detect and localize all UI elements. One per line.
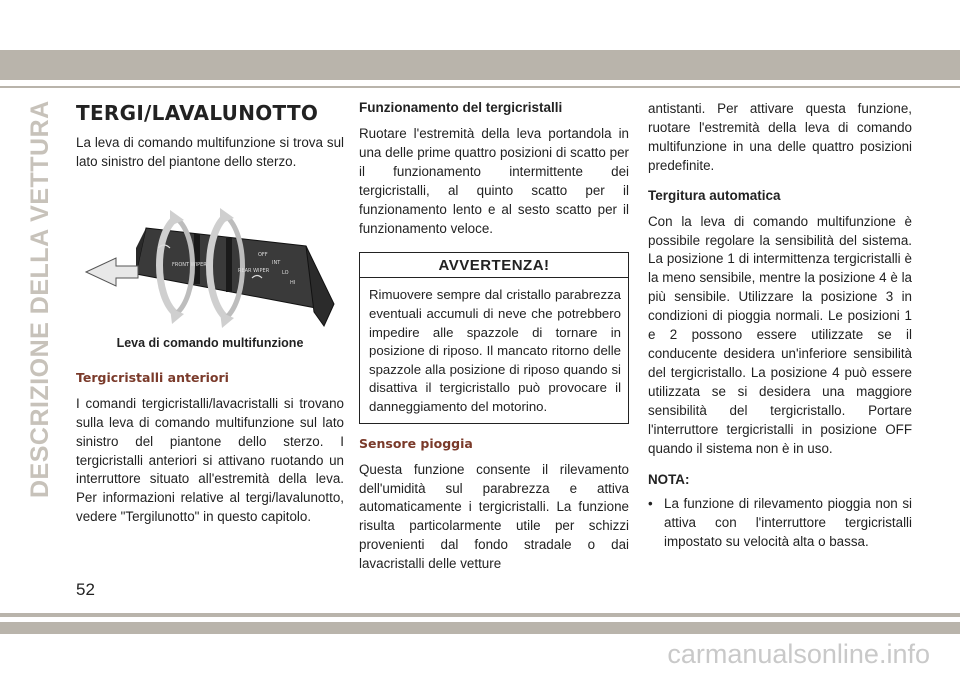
column-middle: [359, 100, 629, 572]
paragraph-sensore-pioggia: Questa funzione consente il rilevamento dell'umidità sul parabrezza e attiva automaticamente i tergicristalli. La funzione risulta particolarmente utile per schizzi provenienti dal fondo stradale o dai lavacristalli delle vetture: [359, 461, 629, 572]
warning-box: [359, 252, 629, 423]
intro-paragraph: La leva di comando multifunzione si trova sul lato sinistro del piantone dello sterzo.: [76, 135, 344, 169]
lever-label-hi: HI: [290, 279, 296, 286]
bullet-icon: •: [648, 496, 653, 512]
page-title: TERGI/LAVALUNOTTO: [76, 101, 319, 125]
paragraph-tergicristalli-anteriori: I comandi tergicristalli/lavacristalli si trovano sulla leva di comando multifunzione sul lato sinistro del piantone dello sterzo. I tergicristalli anteriori si attivano ruotando un interruttore situato all'estremità della leva. Per informazioni relative al tergi/lavalunotto, vedere "Tergilunotto" in questo capitolo.: [76, 395, 344, 525]
lever-illustration: [76, 186, 344, 336]
watermark-text: carmanualsonline.info: [667, 639, 930, 669]
top-decorative-band: [0, 50, 960, 80]
lever-label-front-wiper: FRONT WIPER: [172, 261, 207, 268]
top-divider-line: [0, 86, 960, 88]
multifunction-lever-figure: [76, 186, 344, 336]
section-side-label: DESCRIZIONE DELLA VETTURA: [26, 100, 54, 498]
note-label: NOTA:: [648, 472, 690, 488]
heading-tergitura-automatica: Tergitura automatica: [648, 187, 781, 203]
bottom-divider-line: [0, 613, 960, 617]
column-right: [648, 100, 912, 552]
lever-label-rear-wiper: REAR WIPER: [238, 267, 270, 274]
note-item-text: La funzione di rilevamento pioggia non si attiva con l'interruttore tergicristalli impostato su velocità alta o bassa.: [664, 496, 912, 550]
bottom-decorative-band: [0, 622, 960, 634]
heading-funzionamento: Funzionamento del tergicristalli: [359, 100, 563, 115]
paragraph-tergitura-automatica: Con la leva di comando multifunzione è possibile regolare la sensibilità del sistema. La posizione 1 di intermittenza tergicristalli è la meno sensibile, mentre la posizione 4 è la più sensibile. Utilizzare la posizione 3 in condizioni di pioggia normali. Le posizioni 1 e 2 possono essere utilizzate se il conducente desidera un'inferiore sensibilità del tergicristallo. La posizione 4 può essere utilizzata se si desidera una maggiore sensibilità del tergicristallo. Portare l'interruttore tergicristalli in posizione OFF quando il sistema non è in uso.: [648, 213, 912, 456]
lever-label-int: INT: [272, 259, 281, 266]
lever-label-lo: LO: [282, 269, 289, 276]
paragraph-sensore-continued: antistanti. Per attivare questa funzione, ruotare l'estremità della leva di comando multifunzione in una delle quattro posizioni predefinite.: [648, 101, 912, 173]
figure-caption: Leva di comando multifunzione: [116, 335, 304, 350]
heading-tergicristalli-anteriori: Tergicristalli anteriori: [76, 369, 229, 385]
page-number: 52: [76, 580, 95, 599]
warning-body: Rimuovere sempre dal cristallo parabrezza eventuali accumuli di neve che potrebbero impedire alle spazzole di tornare in posizione di riposo. Il mancato ritorno delle spazzole alla posizione di riposo quando si disattiva il tergicristallo può provocare il danneggiamento del motorino.: [369, 287, 621, 414]
paragraph-funzionamento: Ruotare l'estremità della leva portandola in una delle prime quattro posizioni di scatto per il funzionamento intermittente dei tergicristalli, al quinto scatto per il funzionamento lento e al sesto scatto per il funzionamento veloce.: [359, 126, 629, 236]
column-left: [76, 100, 344, 527]
warning-title: AVVERTENZA!: [360, 253, 628, 278]
lever-label-off: OFF: [258, 251, 268, 258]
note-list-item: [648, 495, 912, 552]
heading-sensore-pioggia: Sensore pioggia: [359, 435, 473, 451]
